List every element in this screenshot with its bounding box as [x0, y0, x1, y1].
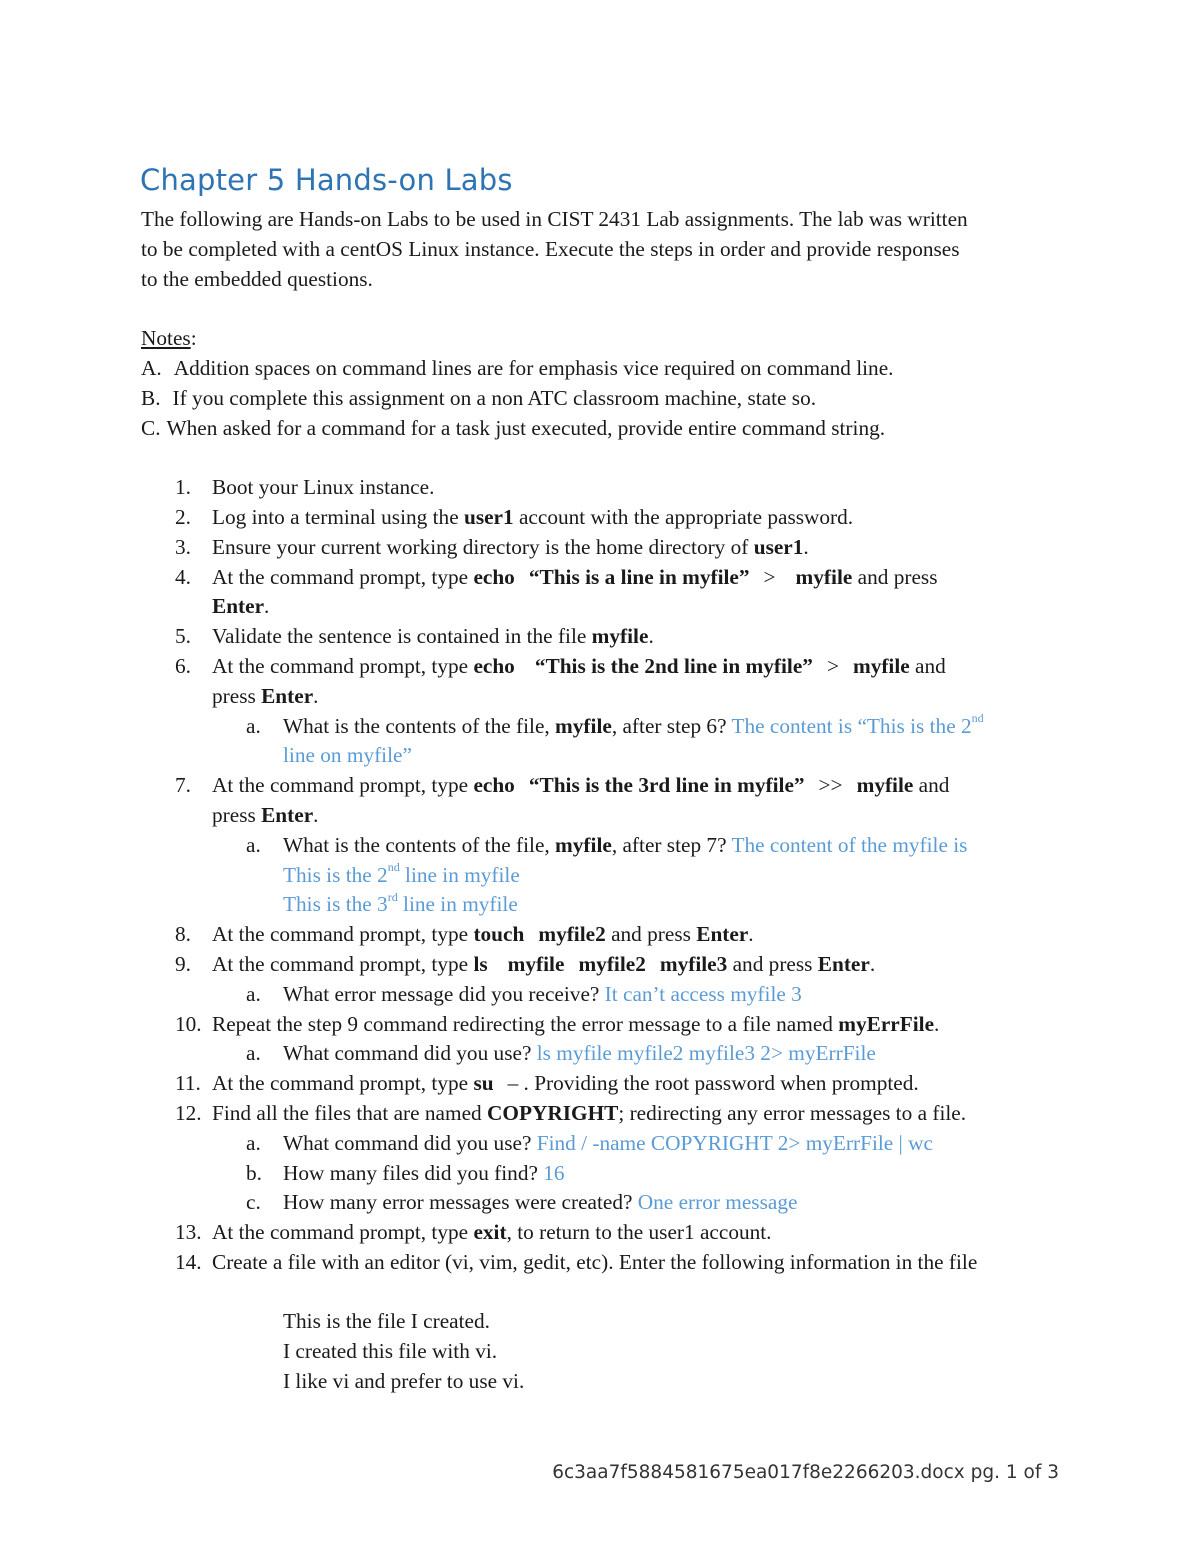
question-item: a. What is the contents of the file, myfile, after step 6? The content is “This is the 2nd [246, 711, 984, 738]
answer-text: One error message [637, 1190, 798, 1215]
answer-text: 16 [543, 1160, 565, 1185]
document-body: The following are Hands-on Labs to be used in CIST 2431 Lab assignments. The lab was written to be completed with a centOS Linux instance. Execute the steps in order and provide responses to the embedded questions. Notes: A. Addition spaces on command lines are for emphasis vice required on command line. B. If you complete this assignment on a non ATC classroom machine, state so. C. When asked for a command for a task just executed, provide entire command string. 1. Boot your Linux instance. 2. Log into a terminal using the user1 account with the appropriate password. 3. Ensure your current working directory is the home directory of user1. 4. At the command prompt, type echo “This is a line in myfile” > myfile and press Enter. 5. Validate the sentence is contained in the file myfile. 6. At the command prompt, type echo “This is the 2nd line in myfile” > myfile and press Enter. a. What is the contents of the file, myfile, after step 6? The content is “This is the 2nd line on myfile” 7. At the command prompt, type echo “This is the 3rd line in myfile” >> myfile and press Enter. a. What is the contents of the file, myfile, after step 7? The content of the myfile is This is the 2nd line in myfile This is the 3rd line in myfile 8. At the command prompt, type touch myfile2 and press Enter. 9. At the command prompt, type ls myfile myfile2 myfile3 and press Enter. a. What error message did you receive? It can’t access myfile 3 10. Repeat the step 9 command redirecting the error message to a file named myErrFile. a. What command did you use? ls myfile myfile2 myfile3 2> myErrFile 11. At the command prompt, type su – . Providing the root password when prompted. 12. Find all the files that are named COPYRIGHT; redirecting any error messages to a file. a. What command did you use? Find / -name COPYRIGHT 2> myErrFile | wc b. How many files did you find? 16 c. How many error messages were created? One error message 13. At the command prompt, type exit, to return to the user1 account. 14. Create a file with an editor (vi, vim, gedit, etc). Enter the following information in the file This is the file I created. I created this file with vi. I like vi and prefer to use vi. [141, 205, 1071, 1397]
answer-text: Find / -name COPYRIGHT 2> myErrFile | wc [536, 1130, 933, 1155]
answer-text: The content is “This is the 2 [731, 713, 972, 738]
step-item: 6. At the command prompt, type echo “This is the 2nd line in myfile” > myfile and [175, 653, 946, 678]
answer-text: This is the 2nd line in myfile [283, 860, 520, 887]
question-item: a. What command did you use? ls myfile myfile2 myfile3 2> myErrFile [246, 1041, 876, 1066]
step-item: 11. At the command prompt, type su – . Providing the root password when prompted. [175, 1071, 919, 1096]
note-item: A. Addition spaces on command lines are for emphasis vice required on command line. [141, 355, 894, 380]
step-item: 9. At the command prompt, type ls myfile myfile2 myfile3 and press Enter. [175, 951, 876, 976]
answer-text: line on myfile” [283, 743, 412, 768]
answer-text: The content of the myfile is [731, 832, 968, 857]
answer-text: ls myfile myfile2 myfile3 2> myErrFile [536, 1041, 876, 1066]
question-item: a. What command did you use? Find / -name COPYRIGHT 2> myErrFile | wc [246, 1130, 933, 1155]
file-content-line: This is the file I created. [283, 1309, 490, 1334]
notes-heading: Notes: [141, 326, 197, 351]
question-item: a. What is the contents of the file, myfile, after step 7? The content of the myfile is [246, 832, 968, 857]
step-item: 3. Ensure your current working directory is the home directory of user1. [175, 534, 809, 559]
step-item: 7. At the command prompt, type echo “This is the 3rd line in myfile” >> myfile and [175, 773, 950, 798]
note-item: B. If you complete this assignment on a non ATC classroom machine, state so. [141, 385, 817, 410]
file-content-line: I like vi and prefer to use vi. [283, 1369, 525, 1394]
step-item: 14. Create a file with an editor (vi, vim, gedit, etc). Enter the following information in the file [175, 1249, 978, 1274]
step-item: 2. Log into a terminal using the user1 account with the appropriate password. [175, 504, 854, 529]
step-item: 5. Validate the sentence is contained in the file myfile. [175, 624, 654, 649]
answer-text: This is the 3rd line in myfile [283, 890, 518, 917]
question-item: c. How many error messages were created? One error message [246, 1190, 798, 1215]
note-item: C. When asked for a command for a task just executed, provide entire command string. [141, 415, 886, 440]
answer-text: It can’t access myfile 3 [604, 981, 802, 1006]
step-item: 13. At the command prompt, type exit, to return to the user1 account. [175, 1220, 772, 1245]
question-item: b. How many files did you find? 16 [246, 1160, 565, 1185]
intro-line: The following are Hands-on Labs to be used in CIST 2431 Lab assignments. The lab was written [141, 207, 968, 231]
step-item: 4. At the command prompt, type echo “This is a line in myfile” > myfile and press [175, 564, 938, 589]
intro-line: to be completed with a centOS Linux instance. Execute the steps in order and provide responses [141, 236, 960, 261]
intro-line: to the embedded questions. [141, 266, 373, 291]
step-item: 8. At the command prompt, type touch myfile2 and press Enter. [175, 922, 754, 947]
step-item: 10. Repeat the step 9 command redirecting the error message to a file named myErrFile. [175, 1011, 940, 1036]
file-content-line: I created this file with vi. [283, 1339, 498, 1364]
step-item: 12. Find all the files that are named COPYRIGHT; redirecting any error messages to a file. [175, 1100, 967, 1125]
question-item: a. What error message did you receive? It can’t access myfile 3 [246, 981, 802, 1006]
step-item: 1. Boot your Linux instance. [175, 475, 435, 500]
page-title: Chapter 5 Hands-on Labs [140, 163, 513, 197]
page-footer: 6c3aa7f5884581675ea017f8e2266203.docx pg. 1 of 3 [552, 1462, 1059, 1483]
